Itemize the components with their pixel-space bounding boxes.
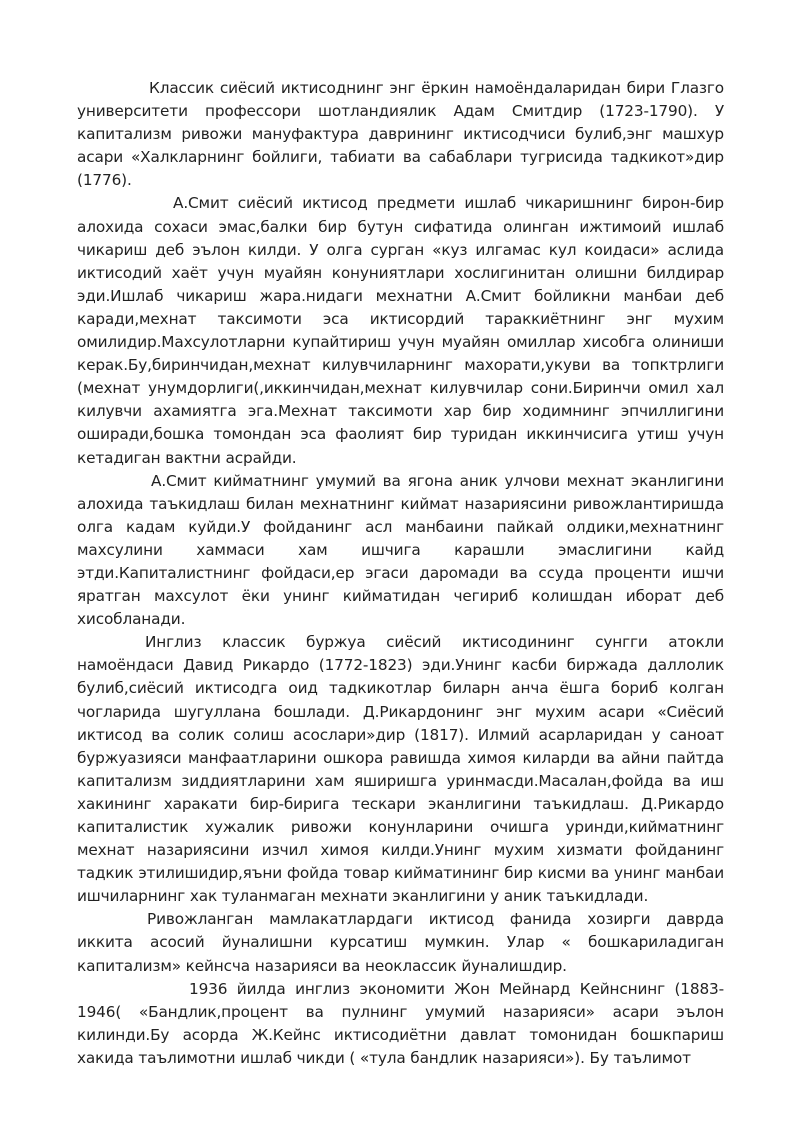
paragraph-ricardo: Инглиз классик буржуа сиёсий иктисодининг сунгги атокли намоёндаси Давид Рикардо (1772-1823) эди.Унинг касби биржада даллолик булиб,сиёсий иктисодга оид тадкикотлар биларн анча ёшга бориб колган чогларида шугуллана бошлади. Д.Рикардонинг энг мухим асари «Сиёсий иктисод ва солик солиш асослари»дир (1817). Илмий асарларидан у саноат буржуазияси манфаатларини ошкора равишда химоя киларди ва айни пайтда капитализм зиддиятларини хам яширишга уринмасди.Масалан,фойда ва иш хакининг харакати бир-бирига тескари эканлигини таъкидлаш. Д.Рикардо капиталистик хужалик ривожи конунларини очишга уринди,кийматнинг мехнат назариясини изчил химоя килди.Унинг мухим хизмати фойданинг тадкик этилишидир,яъни фойда товар кийматининг бир кисми ва унинг манбаи ишчиларнинг хак туланмаган мехнати эканлигини у аник таъкидлади. <box>77 633 724 906</box>
paragraph-smith-value: А.Смит кийматнинг умумий ва ягона аник улчови мехнат эканлигини алохида таъкидлаш билан мехнатнинг киймат назариясини ривожлантиришда олга кадам куйди.У фойданинг асл манбаини пайкай олдики,мехнатнинг махсулини хаммаси хам ишчига карашли эмаслигини кайд этди.Капиталистнинг фойдаси,ер эгаси даромади ва ссуда проценти ишчи яратган махсулот ёки унинг кийматидан чегириб колишдан иборат деб хисобланади. <box>77 471 724 629</box>
paragraph-modern-directions: Ривожланган мамлакатлардаги иктисод фанида хозирги даврда иккита асосий йуналишни курсатиш мумкин. Улар « бошкариладиган капитализм» кейнсча назарияси ва неоклассик йуналишдир. <box>77 910 724 975</box>
paragraph-keynes: 1936 йилда инглиз экономити Жон Мейнард Кейнснинг (1883-1946( «Бандлик,процент ва пулнинг умумий назарияси» асари эълон килинди.Бу асорда Ж.Кейнс иктисодиётни давлат томонидан бошкпариш хакида таълимотни ишлаб чикди ( «тула бандлик назарияси»). Бу таълимот <box>77 979 724 1067</box>
paragraph-smith-subject: А.Смит сиёсий иктисод предмети ишлаб чикаришнинг бирон-бир алохида сохаси эмас,балки бир бутун сифатида олинган ижтимоий ишлаб чикариш деб эълон килди. У олга сурган «куз илгамас кул коидаси» аслида иктисодий хаёт учун муайян конуниятлари хослигинитан олишни билдирар эди.Ишлаб чикариш жара.нидаги мехнатни А.Смит бойликни манбаи деб каради,мехнат таксимоти эса иктисордий тараккиётнинг энг мухим омилидир.Махсулотларни купайтириш учун муайян омиллар хисобга олиниши керак.Бу,биринчидан,мехнат килувчиларнинг махорати,укуви ва топктрлиги (мехнат унумдорлиги(,иккинчидан,мехнат килувчилар сони.Биринчи омил хал килувчи ахамиятга эга.Мехнат таксимоти хар бир ходимнинг эпчиллигини оширади,бошка томондан эса фаолият бир туридан иккинчисига утиш учун кетадиган вактни асрайди. <box>77 194 724 467</box>
paragraph-adam-smith-intro: Классик сиёсий иктисоднинг энг ёркин намоёндаларидан бири Глазго университети профессори шотландиялик Адам Смитдир (1723-1790). У капитализм ривожи мануфактура даврининг иктисодчиси булиб,энг машхур асари «Халкларнинг бойлиги, табиати ва сабаблари тугрисида тадкикот»дир (1776). <box>77 79 724 190</box>
